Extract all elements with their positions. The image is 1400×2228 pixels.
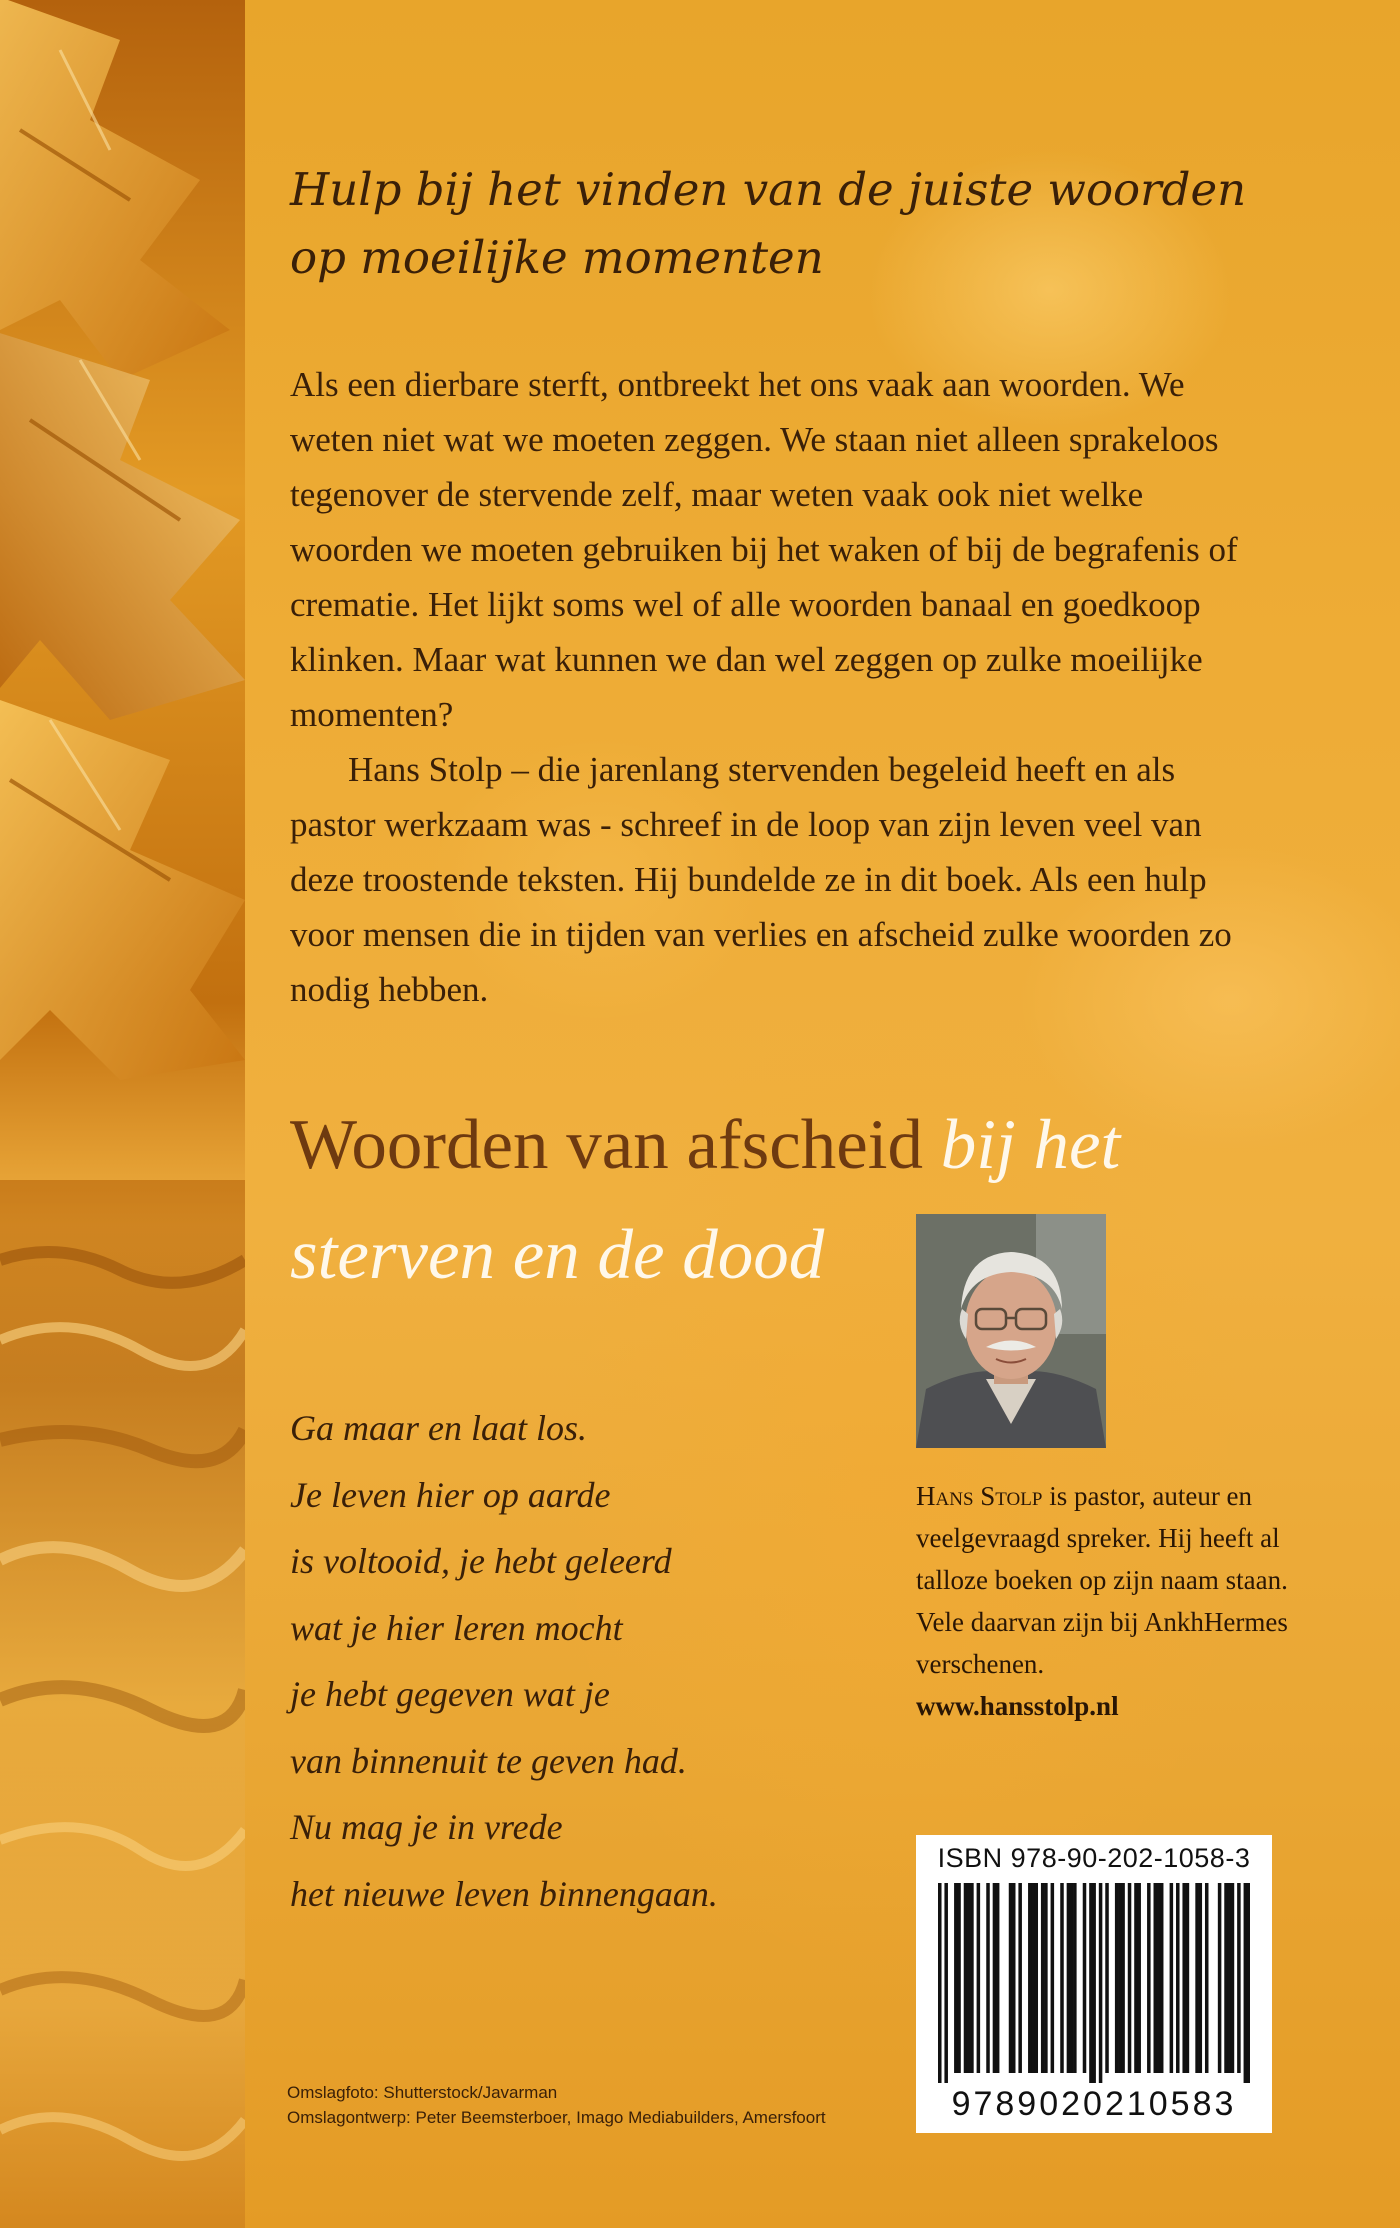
barcode-bars <box>938 1883 1250 2083</box>
barcode-bar <box>1231 1883 1235 2073</box>
barcode-bar <box>1195 1883 1199 2073</box>
barcode-bar <box>1160 1883 1164 2073</box>
barcode-bar <box>993 1883 997 2073</box>
barcode-bar <box>970 1883 974 2073</box>
tagline-heading <box>290 156 1290 292</box>
barcode-bar <box>1199 1883 1203 2073</box>
barcode-bar <box>1089 1883 1093 2083</box>
barcode-bar <box>1176 1883 1180 2073</box>
tagline-line-1: Hulp bij het vinden van de juiste woorden <box>290 163 1247 216</box>
barcode-bar <box>1137 1883 1141 2073</box>
barcode-bar <box>986 1883 990 2073</box>
barcode-bar <box>1182 1883 1186 2073</box>
barcode-bar <box>1118 1883 1122 2073</box>
barcode-bar <box>1070 1883 1074 2073</box>
barcode-bar <box>1105 1883 1109 2073</box>
barcode-bar <box>1244 1883 1248 2083</box>
title-part-3: sterven en de dood <box>290 1216 825 1294</box>
barcode-bar <box>996 1883 1000 2073</box>
barcode-bar <box>967 1883 971 2073</box>
barcode-bar <box>1147 1883 1151 2073</box>
blurb-paragraph-2: Hans Stolp – die jarenlang stervenden begeleid heeft en als pastor werkzaam was - schreef in de loop van zijn leven veel van deze troostende teksten. Hij bundelde ze in dit boek. Als een hulp voor mensen die in tijden van verlies en afscheid zulke woorden zo nodig hebben. <box>290 750 1232 1009</box>
barcode-bar <box>1092 1883 1096 2083</box>
barcode-bar <box>1154 1883 1158 2073</box>
isbn-barcode <box>916 1835 1272 2133</box>
title-part-1: Woorden van afscheid <box>290 1106 924 1184</box>
barcode-bar <box>1134 1883 1138 2073</box>
blurb-paragraph-1: Als een dierbare sterft, ontbreekt het ons vaak aan woorden. We weten niet wat we moeten zeggen. We staan niet alleen sprakeloos tegenover de stervende zelf, maar weten vaak ook niet welke woorden we moeten gebruiken bij het waken of bij de begrafenis of crematie. Het lijkt soms wel of alle woorden banaal en goedkoop klinken. Maar wat kunnen we dan wel zeggen op zulke moeilijke momenten? <box>290 365 1238 734</box>
barcode-bar <box>1083 1883 1087 2073</box>
barcode-bar <box>1205 1883 1209 2073</box>
barcode-bar <box>1128 1883 1132 2073</box>
barcode-bar <box>1218 1883 1222 2073</box>
barcode-digits: 9789020210583 <box>951 2085 1237 2123</box>
poem-line: je hebt gegeven wat je <box>290 1674 610 1714</box>
barcode-bar <box>1170 1883 1174 2073</box>
barcode-bar <box>944 1883 948 2083</box>
barcode-bar <box>1009 1883 1013 2073</box>
poem <box>290 1395 890 1927</box>
poem-line: Nu mag je in vrede <box>290 1807 563 1847</box>
barcode-bar <box>938 1883 942 2083</box>
barcode-bar <box>1099 1883 1103 2083</box>
author-photo <box>916 1214 1106 1448</box>
barcode-bar <box>1044 1883 1048 2073</box>
barcode-bar <box>1247 1883 1250 2083</box>
blurb <box>290 357 1250 1017</box>
cover-credits <box>287 2080 937 2130</box>
barcode-bar <box>1051 1883 1055 2073</box>
barcode-bar <box>1012 1883 1016 2073</box>
poem-line: is voltooid, je hebt geleerd <box>290 1541 672 1581</box>
author-website: www.hansstolp.nl <box>916 1691 1119 1721</box>
poem-line: van binnenuit te geven had. <box>290 1740 687 1781</box>
author-bio-text: is pastor, auteur en veelgevraagd spreker. Hij heeft al talloze boeken op zijn naam staan. Vele daarvan zijn bij AnkhHermes verschenen. <box>916 1481 1288 1679</box>
barcode-bar <box>1157 1883 1161 2073</box>
barcode-bar <box>954 1883 958 2073</box>
autumn-leaves-image <box>0 0 245 2228</box>
barcode-bar <box>1028 1883 1032 2073</box>
poem-line: Je leven hier op aarde <box>290 1474 611 1515</box>
barcode-bar <box>1121 1883 1125 2073</box>
tagline-line-2: op moeilijke momenten <box>290 231 824 284</box>
design-credit: Omslagontwerp: Peter Beemsterboer, Imago Mediabuilders, Amersfoort <box>287 2108 826 2127</box>
poem-line: wat je hier leren mocht <box>290 1607 623 1648</box>
photo-credit: Omslagfoto: Shutterstock/Javarman <box>287 2083 558 2102</box>
barcode-bar <box>1034 1883 1038 2073</box>
barcode-bar <box>1224 1883 1228 2073</box>
isbn-label: ISBN 978-90-202-1058-3 <box>937 1843 1251 1873</box>
barcode-bar <box>1115 1883 1119 2073</box>
barcode-bar <box>1067 1883 1071 2073</box>
author-bio <box>916 1475 1296 1727</box>
barcode-bar <box>1186 1883 1190 2073</box>
barcode-bar <box>1227 1883 1231 2073</box>
poem-line: het nieuwe leven binnengaan. <box>290 1873 718 1914</box>
book-title <box>290 1090 1290 1310</box>
barcode-bar <box>1031 1883 1035 2073</box>
barcode-bar <box>1041 1883 1045 2073</box>
barcode-bar <box>1018 1883 1022 2073</box>
author-name: Hans Stolp <box>916 1481 1043 1511</box>
barcode-bar <box>1237 1883 1241 2073</box>
barcode-bar <box>964 1883 968 2073</box>
barcode-bar <box>1060 1883 1064 2073</box>
barcode-bar <box>1073 1883 1077 2073</box>
title-part-2: bij het <box>940 1106 1121 1184</box>
barcode-bar <box>957 1883 961 2073</box>
poem-line: Ga maar en laat los. <box>290 1408 587 1448</box>
barcode-bar <box>977 1883 981 2073</box>
